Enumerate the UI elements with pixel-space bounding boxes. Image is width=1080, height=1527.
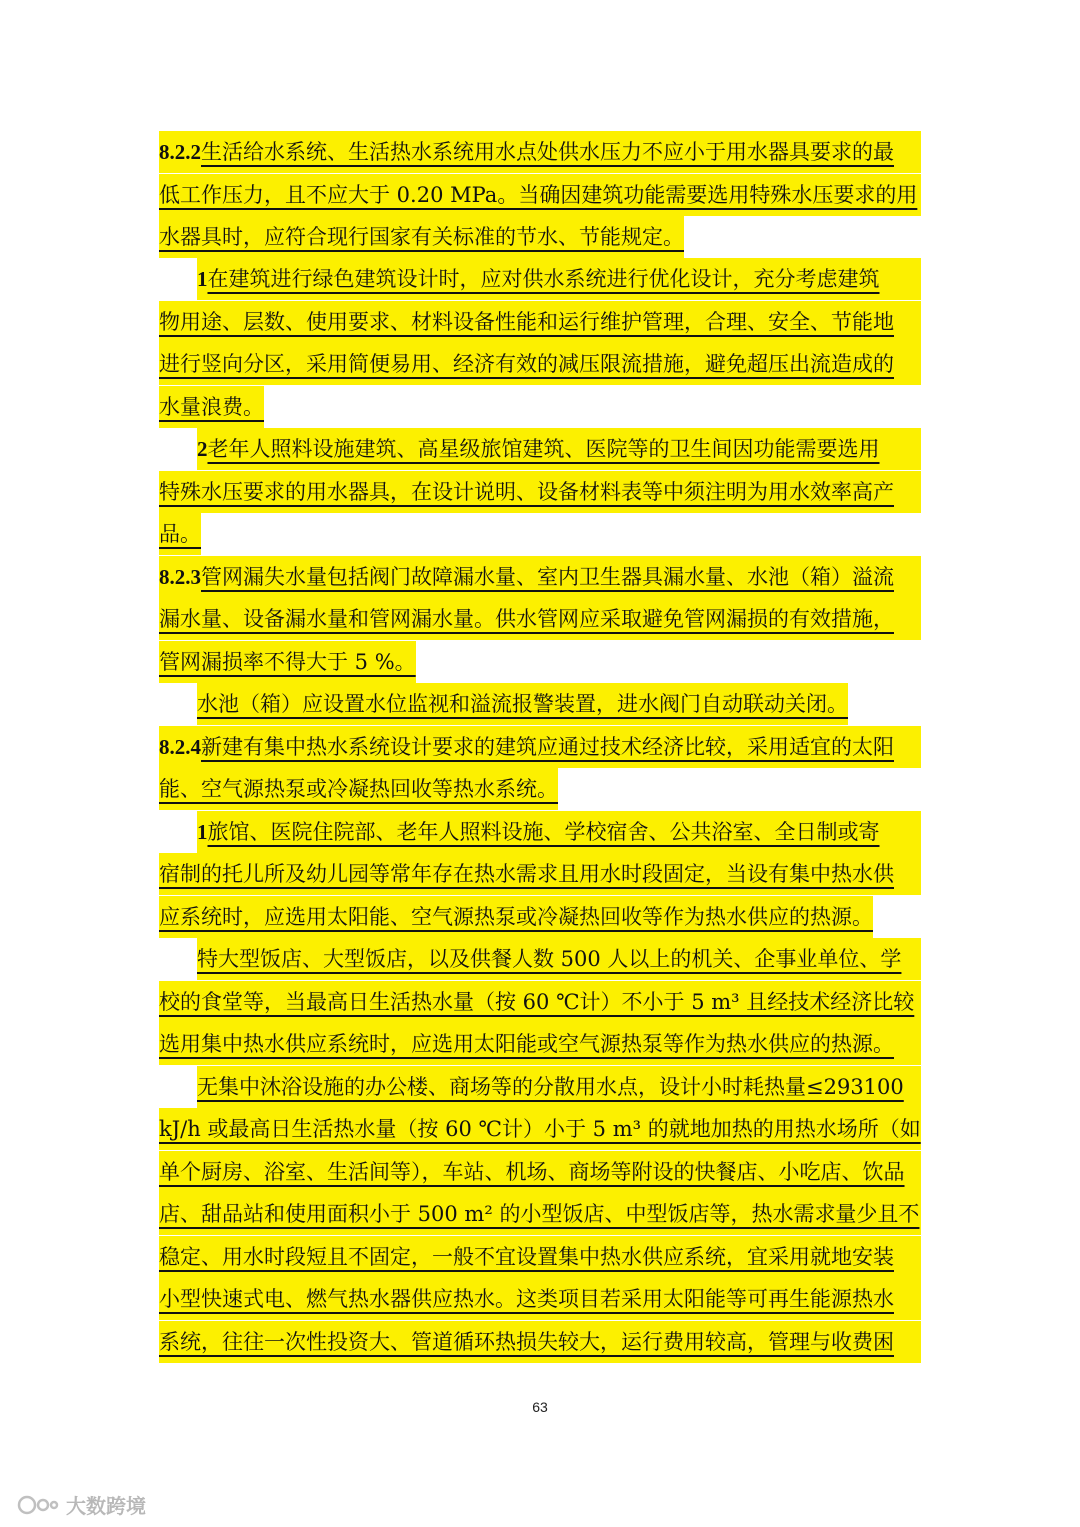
text-line (159, 471, 921, 513)
highlight (159, 598, 921, 640)
text-line (159, 853, 921, 895)
line-text: 应系统时，应选用太阳能、空气源热泵或冷凝热回收等作为热水供应的热源。 (159, 905, 873, 929)
highlight (159, 1321, 921, 1363)
text-line (159, 216, 921, 258)
line-text: 物用途、层数、使用要求、材料设备性能和运行维护管理，合理、安全、节能地 (159, 310, 894, 334)
line-text: 小型快速式电、燃气热水器供应热水。这类项目若采用太阳能等可再生能源热水 (159, 1287, 894, 1311)
highlight (197, 811, 921, 853)
text-line (197, 428, 921, 470)
text-line (159, 1321, 921, 1363)
text-line (159, 513, 921, 555)
item-number: 1 (197, 820, 208, 844)
text-line (159, 174, 921, 216)
text-line (159, 726, 921, 768)
item-number: 1 (197, 267, 208, 291)
line-text: kJ/h 或最高日生活热水量（按 60 ℃计）小于 5 m³ 的就地加热的用热水场所（如 (159, 1117, 921, 1141)
highlight (159, 216, 684, 258)
highlight (159, 556, 921, 598)
highlight (159, 301, 921, 343)
highlight (197, 428, 921, 470)
line-text: 水器具时，应符合现行国家有关标准的节水、节能规定。 (159, 225, 684, 249)
highlight (197, 258, 921, 300)
line-text: 新建有集中热水系统设计要求的建筑应通过技术经济比较，采用适宜的太阳 (201, 735, 894, 759)
line-text: 系统，往往一次性投资大、管道循环热损失较大，运行费用较高，管理与收费困 (159, 1330, 894, 1354)
text-line (159, 768, 921, 810)
highlight (159, 726, 921, 768)
highlight (159, 471, 921, 513)
text-line (159, 1108, 921, 1150)
line-text: 校的食堂等，当最高日生活热水量（按 60 ℃计）不小于 5 m³ 且经技术经济比较 (159, 990, 915, 1014)
highlight (159, 131, 921, 173)
line-text: 水量浪费。 (159, 395, 264, 419)
clause-number: 8.2.2 (159, 140, 201, 164)
clause-number: 8.2.4 (159, 735, 201, 759)
text-line (159, 1193, 921, 1235)
text-line (159, 896, 921, 938)
line-text: 旅馆、医院住院部、老年人照料设施、学校宿舍、公共浴室、全日制或寄 (207, 820, 880, 844)
highlight (159, 896, 873, 938)
line-text: 选用集中热水供应系统时，应选用太阳能或空气源热泵等作为热水供应的热源。 (159, 1032, 894, 1056)
text-line (159, 1151, 921, 1193)
line-text: 漏水量、设备漏水量和管网漏水量。供水管网应采取避免管网漏损的有效措施， (159, 607, 894, 631)
line-text: 管网漏失水量包括阀门故障漏水量、室内卫生器具漏水量、水池（箱）溢流 (201, 565, 894, 589)
text-line (197, 683, 921, 725)
text-line (197, 938, 921, 980)
page-number: 63 (532, 1399, 548, 1415)
text-line (159, 598, 921, 640)
text-line (159, 1278, 921, 1320)
line-text: 宿制的托儿所及幼儿园等常年存在热水需求且用水时段固定，当设有集中热水供 (159, 862, 894, 886)
text-line (159, 301, 921, 343)
watermark-text: 大数跨境 (66, 1494, 146, 1518)
highlight (159, 174, 921, 216)
line-text: 生活给水系统、生活热水系统用水点处供水压力不应小于用水器具要求的最 (201, 140, 894, 164)
line-text: 品。 (159, 522, 201, 546)
text-line (197, 811, 921, 853)
highlight (159, 768, 558, 810)
highlight (197, 938, 921, 980)
highlight (159, 981, 921, 1023)
watermark-logo-icon (16, 1494, 60, 1516)
line-text: 低工作压力，且不应大于 0.20 MPa。当确因建筑功能需要选用特殊水压要求的用 (159, 183, 918, 207)
text-line (159, 131, 921, 173)
line-text: 水池（箱）应设置水位监视和溢流报警装置，进水阀门自动联动关闭。 (197, 692, 848, 716)
line-text: 单个厨房、浴室、生活间等），车站、机场、商场等附设的快餐店、小吃店、饮品 (159, 1160, 905, 1184)
highlight (159, 1193, 921, 1235)
highlight (159, 853, 921, 895)
highlight (159, 641, 416, 683)
line-text: 管网漏损率不得大于 5 %。 (159, 650, 416, 674)
text-line (159, 1023, 921, 1065)
item-number: 2 (197, 437, 208, 461)
clause-number: 8.2.3 (159, 565, 201, 589)
line-text: 特殊水压要求的用水器具，在设计说明、设备材料表等中须注明为用水效率高产 (159, 480, 894, 504)
line-text: 稳定、用水时段短且不固定，一般不宜设置集中热水供应系统，宜采用就地安装 (159, 1245, 894, 1269)
text-line (159, 981, 921, 1023)
highlight (159, 386, 264, 428)
highlight (159, 1108, 921, 1150)
text-line (159, 1236, 921, 1278)
highlight (159, 343, 921, 385)
text-line (159, 556, 921, 598)
text-line (159, 641, 921, 683)
text-line (197, 1066, 921, 1108)
line-text: 在建筑进行绿色建筑设计时，应对供水系统进行优化设计，充分考虑建筑 (207, 267, 880, 291)
text-line (159, 343, 921, 385)
line-text: 老年人照料设施建筑、高星级旅馆建筑、医院等的卫生间因功能需要选用 (207, 437, 880, 461)
text-line (197, 258, 921, 300)
highlight (159, 513, 201, 555)
highlight (159, 1151, 921, 1193)
line-text: 店、甜品站和使用面积小于 500 m² 的小型饭店、中型饭店等，热水需求量少且不 (159, 1202, 920, 1226)
line-text: 特大型饭店、大型饭店，以及供餐人数 500 人以上的机关、企事业单位、学 (197, 947, 902, 971)
text-line (159, 386, 921, 428)
watermark (16, 1490, 146, 1519)
highlight (197, 1066, 921, 1108)
highlight (159, 1236, 921, 1278)
line-text: 能、空气源热泵或冷凝热回收等热水系统。 (159, 777, 558, 801)
highlight (197, 683, 848, 725)
line-text: 无集中沐浴设施的办公楼、商场等的分散用水点，设计小时耗热量≤293100 (197, 1075, 904, 1099)
highlight (159, 1023, 921, 1065)
highlight (159, 1278, 921, 1320)
line-text: 进行竖向分区，采用简便易用、经济有效的减压限流措施，避免超压出流造成的 (159, 352, 894, 376)
